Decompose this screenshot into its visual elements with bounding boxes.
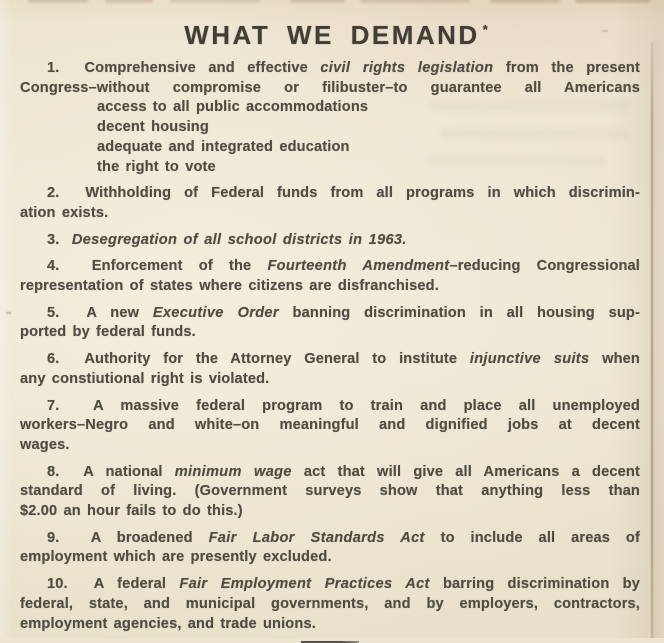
demand-text: 9. A broadened <box>47 529 209 546</box>
demand-line <box>20 397 640 417</box>
demand-text: wages. <box>20 436 70 453</box>
demand-line <box>20 184 640 204</box>
demand-text: when <box>589 351 640 368</box>
demand-text: 5. A new <box>47 304 153 321</box>
page-title-text: WHAT WE DEMAND <box>184 20 480 50</box>
demand-text-italic: Executive Order <box>152 304 279 321</box>
demand-text: ation exists. <box>20 204 109 221</box>
demand-text: ported by federal funds. <box>20 324 196 341</box>
demand-line <box>20 436 640 456</box>
demand-text: 3. <box>47 231 72 248</box>
demand-text: the right to vote <box>97 158 216 175</box>
demand-item-6 <box>20 350 640 389</box>
demand-text: $2.00 an hour fails to do this.) <box>20 503 243 520</box>
demand-item-2 <box>20 184 640 223</box>
demands-list <box>20 59 640 634</box>
demand-text: access to all public accommodations <box>97 99 369 116</box>
demand-line <box>20 416 640 436</box>
demand-text-italic: minimum wage <box>174 463 292 480</box>
ink-speck <box>6 312 11 314</box>
demand-line <box>20 370 640 390</box>
demand-item-10 <box>20 575 640 634</box>
demand-line <box>20 79 640 99</box>
demand-text: employment which are presently excluded. <box>20 549 332 566</box>
demand-text: 10. A federal <box>47 576 180 593</box>
demand-text: decent housing <box>97 119 209 136</box>
demand-text-italic: Fair Labor Standards Act <box>208 529 425 546</box>
demand-text: to include all areas of <box>424 529 640 546</box>
demand-text-italic: injunctive suits <box>469 351 590 368</box>
demand-text: banning discrimination in all housing sup- <box>278 304 640 321</box>
demand-line <box>20 257 640 277</box>
demand-item-7 <box>20 397 640 456</box>
demand-line <box>97 98 640 118</box>
demand-item-3 <box>20 231 640 251</box>
demand-line <box>20 231 640 251</box>
demand-line <box>20 595 640 615</box>
demand-line <box>20 615 640 635</box>
demand-line <box>20 502 640 522</box>
demand-line <box>20 277 640 297</box>
footnote-marker: * <box>482 22 488 37</box>
demand-line <box>20 575 640 595</box>
demand-text: 7. A massive federal program to train and place all unemployed <box>47 397 640 414</box>
demand-text: any constiutional right is violated. <box>20 370 270 387</box>
demand-item-5 <box>20 304 640 343</box>
demand-text: 6. Authority for the Attorney General to institute <box>47 351 470 368</box>
demand-line <box>20 463 640 483</box>
demand-item-9 <box>20 529 640 568</box>
demand-text-italic: Desegregation of all school districts in 1963. <box>71 231 407 248</box>
demand-line <box>20 304 640 324</box>
page-edge-line <box>651 42 653 638</box>
demand-line <box>20 482 640 502</box>
demand-line <box>97 138 640 158</box>
demand-text: from the present <box>493 60 640 76</box>
demand-line <box>20 529 640 549</box>
demand-text: adequate and integrated education <box>97 138 350 155</box>
demand-text: employment agencies, and trade unions. <box>20 615 316 632</box>
demand-text-italic: Fair Employment Practices Act <box>179 576 430 593</box>
demand-text: 2. Withholding of Federal funds from all programs in which discrimin- <box>47 185 640 202</box>
page-title <box>26 16 646 49</box>
demand-line <box>97 118 640 138</box>
demand-text: Congress–without compromise or filibuster–to guarantee all Americans <box>20 79 640 96</box>
demand-line <box>20 59 640 79</box>
demand-line <box>97 158 640 178</box>
demand-text: barring discrimination by <box>429 576 640 593</box>
demand-text: workers–Negro and white–on meaningful and dignified jobs at decent <box>20 417 640 434</box>
demand-text: 1. Comprehensive and effective <box>47 60 321 76</box>
demand-line <box>20 323 640 343</box>
demand-text-italic: Fourteenth Amendment <box>267 258 450 275</box>
demand-text: standard of living. (Government surveys show that anything less than <box>20 483 640 500</box>
demand-line <box>20 204 640 224</box>
demand-text: representation of states where citizens are disfranchised. <box>20 278 439 295</box>
demand-text-italic: civil rights legislation <box>320 60 494 76</box>
demand-line <box>20 548 640 568</box>
bleedthrough-text-strip <box>0 0 664 9</box>
demand-item-8 <box>20 463 640 522</box>
demand-item-1 <box>20 59 640 177</box>
demand-text: federal, state, and municipal governments, and by employers, contractors, <box>20 595 640 612</box>
demand-text: act that will give all Americans a decent <box>291 463 640 480</box>
page-edge-shade <box>653 40 664 638</box>
demand-text: 8. A national <box>47 463 175 480</box>
demand-text: 4. Enforcement of the <box>47 258 268 275</box>
demand-line <box>20 350 640 370</box>
demand-text: –reducing Congressional <box>449 258 640 275</box>
demand-item-4 <box>20 257 640 296</box>
